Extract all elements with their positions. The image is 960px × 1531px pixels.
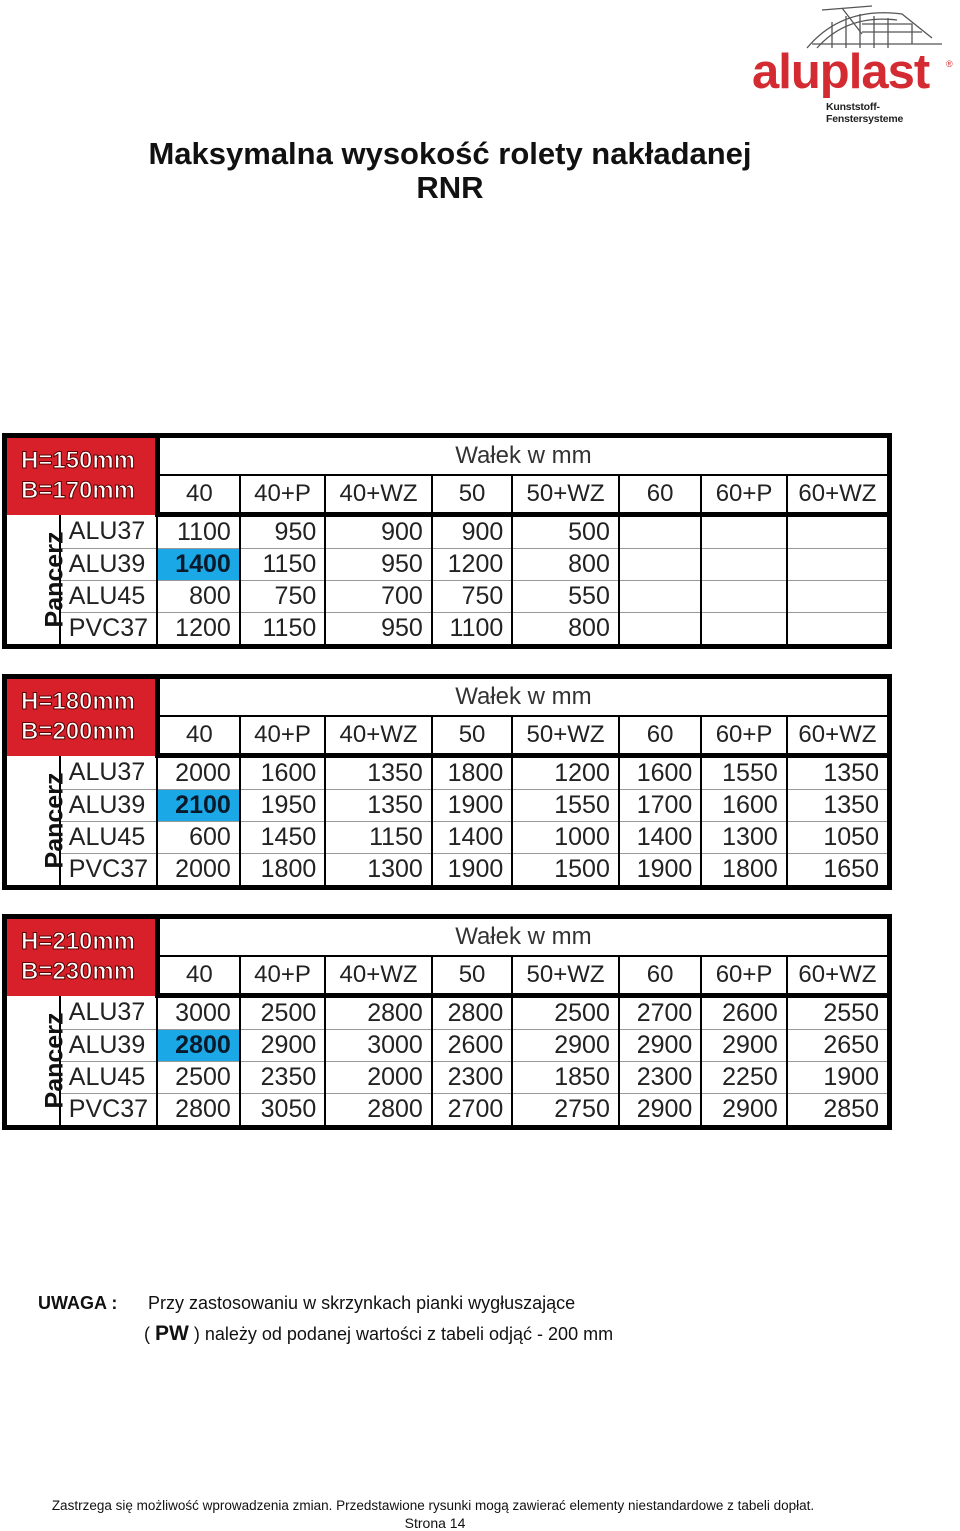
value-cell <box>619 613 701 647</box>
value-cell: 2800 <box>325 996 432 1030</box>
value-cell: 1650 <box>823 855 879 883</box>
h-label: H=180mm <box>21 688 136 716</box>
value-cell: 3000 <box>325 1030 432 1062</box>
value-cell: 950 <box>240 515 325 549</box>
value-cell: 1200 <box>432 549 512 581</box>
column-header: 60+P <box>701 956 786 996</box>
value-cell <box>787 549 890 581</box>
column-header: 50+WZ <box>512 475 619 515</box>
b-label: B=200mm <box>21 718 136 746</box>
value-cell <box>701 549 786 581</box>
value-cell: 2300 <box>619 1062 701 1094</box>
roller-header: Wałek w mm <box>157 436 889 476</box>
column-header: 60 <box>619 475 701 515</box>
roller-header: Wałek w mm <box>157 677 889 717</box>
value-cell: 2900 <box>619 1030 701 1062</box>
table-row <box>5 613 890 647</box>
value-cell: 1350 <box>787 790 890 822</box>
value-cell: 1200 <box>157 613 239 647</box>
value-cell: 900 <box>432 515 512 549</box>
value-cell: 1550 <box>701 756 786 790</box>
value-cell: 2650 <box>787 1030 890 1062</box>
value-cell: 2900 <box>619 1094 701 1128</box>
value-cell: 2600 <box>701 996 786 1030</box>
row-label: ALU37 <box>60 996 158 1030</box>
note-line2 <box>144 1322 613 1346</box>
value-cell: 750 <box>240 581 325 613</box>
row-label: ALU37 <box>60 515 158 549</box>
value-cell: 2550 <box>787 996 890 1030</box>
value-cell <box>787 613 890 647</box>
height-table-2 <box>2 674 892 890</box>
column-header: 40+P <box>240 475 325 515</box>
page-title-line1: Maksymalna wysokość rolety nakładanej <box>148 136 752 171</box>
value-cell: 750 <box>432 581 512 613</box>
row-label: PVC37 <box>60 854 158 888</box>
value-cell: 1400 <box>619 822 701 854</box>
value-cell: 2500 <box>512 996 619 1030</box>
value-cell: 2700 <box>432 1094 512 1128</box>
column-header: 60+WZ <box>787 956 890 996</box>
value-cell: 800 <box>157 581 239 613</box>
value-cell: 700 <box>325 581 432 613</box>
value-cell: 1850 <box>512 1062 619 1094</box>
roller-header: Wałek w mm <box>157 917 889 957</box>
column-header: 40+WZ <box>325 716 432 756</box>
value-cell: 1350 <box>787 756 890 790</box>
row-label: PVC37 <box>60 1094 158 1128</box>
value-cell: 2800 <box>325 1094 432 1128</box>
value-cell: 1500 <box>512 854 619 888</box>
value-cell: 800 <box>512 613 619 647</box>
value-cell: 1600 <box>701 790 786 822</box>
value-cell: 1350 <box>325 790 432 822</box>
value-cell: 3000 <box>157 996 239 1030</box>
value-cell: 1900 <box>432 854 512 888</box>
column-header: 40 <box>157 956 239 996</box>
column-header: 40 <box>157 475 239 515</box>
side-label: Pancerz <box>40 531 69 628</box>
value-cell: 2800 <box>157 1094 239 1128</box>
value-cell: 500 <box>512 515 619 549</box>
column-header: 60+P <box>701 475 786 515</box>
value-cell: 1900 <box>787 1062 890 1094</box>
value-cell: 1150 <box>325 822 432 854</box>
column-header: 50+WZ <box>512 716 619 756</box>
height-table-1 <box>2 433 892 649</box>
value-cell: 600 <box>157 822 239 854</box>
table-row <box>5 996 890 1030</box>
column-header: 50 <box>432 956 512 996</box>
value-cell: 2750 <box>512 1094 619 1128</box>
dimension-box <box>5 677 158 756</box>
value-cell: 1450 <box>240 822 325 854</box>
note-label: UWAGA : <box>38 1293 118 1313</box>
side-label: Pancerz <box>40 772 69 869</box>
h-label: H=210mm <box>21 928 136 956</box>
value-cell: 1950 <box>240 790 325 822</box>
value-cell: 2500 <box>157 1062 239 1094</box>
value-cell: 2900 <box>240 1030 325 1062</box>
row-label: PVC37 <box>60 613 158 647</box>
table-row <box>5 756 890 790</box>
value-cell: 2300 <box>432 1062 512 1094</box>
table-row <box>5 790 890 822</box>
value-cell: 2700 <box>619 996 701 1030</box>
value-cell: 3050 <box>240 1094 325 1128</box>
height-table-3 <box>2 914 892 1130</box>
row-label: ALU39 <box>60 549 158 581</box>
value-cell: 2850 <box>823 1095 879 1123</box>
value-cell: 800 <box>512 549 619 581</box>
value-cell: 1550 <box>512 790 619 822</box>
footer-disclaimer: Zastrzega się możliwość wprowadzenia zmian. Przedstawione rysunki mogą zawierać elementy niestandardowe z tabeli dopłat. <box>51 1498 815 1513</box>
table-row <box>5 581 890 613</box>
note-paren-open: ( <box>144 1324 150 1344</box>
value-cell: 1600 <box>619 756 701 790</box>
b-label: B=170mm <box>21 477 136 505</box>
table-row <box>5 822 890 854</box>
column-header: 40+WZ <box>325 956 432 996</box>
column-header: 50+WZ <box>512 956 619 996</box>
value-cell: 1000 <box>512 822 619 854</box>
row-label: ALU45 <box>60 581 158 613</box>
value-cell: 1300 <box>325 854 432 888</box>
note-pw: PW <box>155 1322 189 1345</box>
row-label: ALU39 <box>60 1030 158 1062</box>
value-cell: 2900 <box>512 1030 619 1062</box>
row-label: ALU39 <box>60 790 158 822</box>
side-label: Pancerz <box>40 1012 69 1109</box>
side-label-cell <box>5 996 69 1128</box>
value-cell: 1350 <box>325 756 432 790</box>
highlighted-value-cell: 2100 <box>157 790 239 822</box>
value-cell: 1900 <box>432 790 512 822</box>
table-row <box>5 515 890 549</box>
value-cell: 950 <box>325 613 432 647</box>
value-cell: 1600 <box>240 756 325 790</box>
column-header: 40+P <box>240 956 325 996</box>
column-header: 40+P <box>240 716 325 756</box>
value-cell <box>701 613 786 647</box>
value-cell: 1100 <box>157 515 239 549</box>
value-cell: 1150 <box>240 549 325 581</box>
value-cell: 1700 <box>619 790 701 822</box>
value-cell: 1400 <box>432 822 512 854</box>
logo-tagline: Kunststoff-Fenstersysteme <box>826 101 904 125</box>
value-cell <box>701 581 786 613</box>
logo-registered-mark: ® <box>946 59 953 69</box>
page-title <box>0 137 900 205</box>
value-cell: 550 <box>512 581 619 613</box>
value-cell: 2000 <box>157 854 239 888</box>
table-row <box>5 1062 890 1094</box>
row-label: ALU37 <box>60 756 158 790</box>
value-cell: 2500 <box>240 996 325 1030</box>
page-number: Strona 14 <box>404 1515 466 1531</box>
side-label-cell <box>5 756 69 888</box>
table-row <box>5 1094 890 1128</box>
page-title-line2: RNR <box>416 170 484 205</box>
value-cell: 2900 <box>701 1094 786 1128</box>
value-cell: 2800 <box>432 996 512 1030</box>
value-cell: 950 <box>325 549 432 581</box>
value-cell: 2000 <box>157 756 239 790</box>
value-cell <box>787 515 890 549</box>
value-cell: 1900 <box>619 854 701 888</box>
value-cell: 1150 <box>240 613 325 647</box>
value-cell <box>701 515 786 549</box>
column-header: 40+WZ <box>325 475 432 515</box>
column-header: 60 <box>619 956 701 996</box>
side-label-cell <box>5 515 69 647</box>
value-cell: 1300 <box>701 822 786 854</box>
value-cell: 1800 <box>240 854 325 888</box>
h-label: H=150mm <box>21 447 136 475</box>
value-cell <box>619 515 701 549</box>
value-cell: 1100 <box>432 613 512 647</box>
value-cell: 2000 <box>325 1062 432 1094</box>
value-cell: 1800 <box>701 854 786 888</box>
value-cell: 900 <box>325 515 432 549</box>
dimension-box <box>5 917 158 996</box>
value-cell <box>619 549 701 581</box>
column-header: 50 <box>432 475 512 515</box>
value-cell: 2600 <box>432 1030 512 1062</box>
column-header: 60 <box>619 716 701 756</box>
note-line1: Przy zastosowaniu w skrzynkach pianki wygłuszające <box>148 1293 576 1313</box>
b-label: B=230mm <box>21 958 136 986</box>
column-header: 50 <box>432 716 512 756</box>
value-cell: 2900 <box>701 1030 786 1062</box>
value-cell: 1200 <box>512 756 619 790</box>
column-header: 40 <box>157 716 239 756</box>
aluplast-logo <box>750 4 956 125</box>
table-row <box>5 1030 890 1062</box>
column-header: 60+P <box>701 716 786 756</box>
column-header: 60+WZ <box>787 475 890 515</box>
row-label: ALU45 <box>60 822 158 854</box>
value-cell: 2350 <box>240 1062 325 1094</box>
value-cell: 1800 <box>432 756 512 790</box>
value-cell: 1050 <box>787 822 890 854</box>
value-cell: 2250 <box>701 1062 786 1094</box>
value-cell <box>787 581 890 613</box>
dimension-box <box>5 436 158 515</box>
note-line2-rest: ) należy od podanej wartości z tabeli odjąć - 200 mm <box>193 1324 614 1344</box>
highlighted-value-cell: 1400 <box>157 549 239 581</box>
table-row <box>5 549 890 581</box>
row-label: ALU45 <box>60 1062 158 1094</box>
logo-wordmark: aluplast <box>752 45 930 99</box>
table-row <box>5 854 890 888</box>
highlighted-value-cell: 2800 <box>157 1030 239 1062</box>
column-header: 60+WZ <box>787 716 890 756</box>
value-cell <box>619 581 701 613</box>
